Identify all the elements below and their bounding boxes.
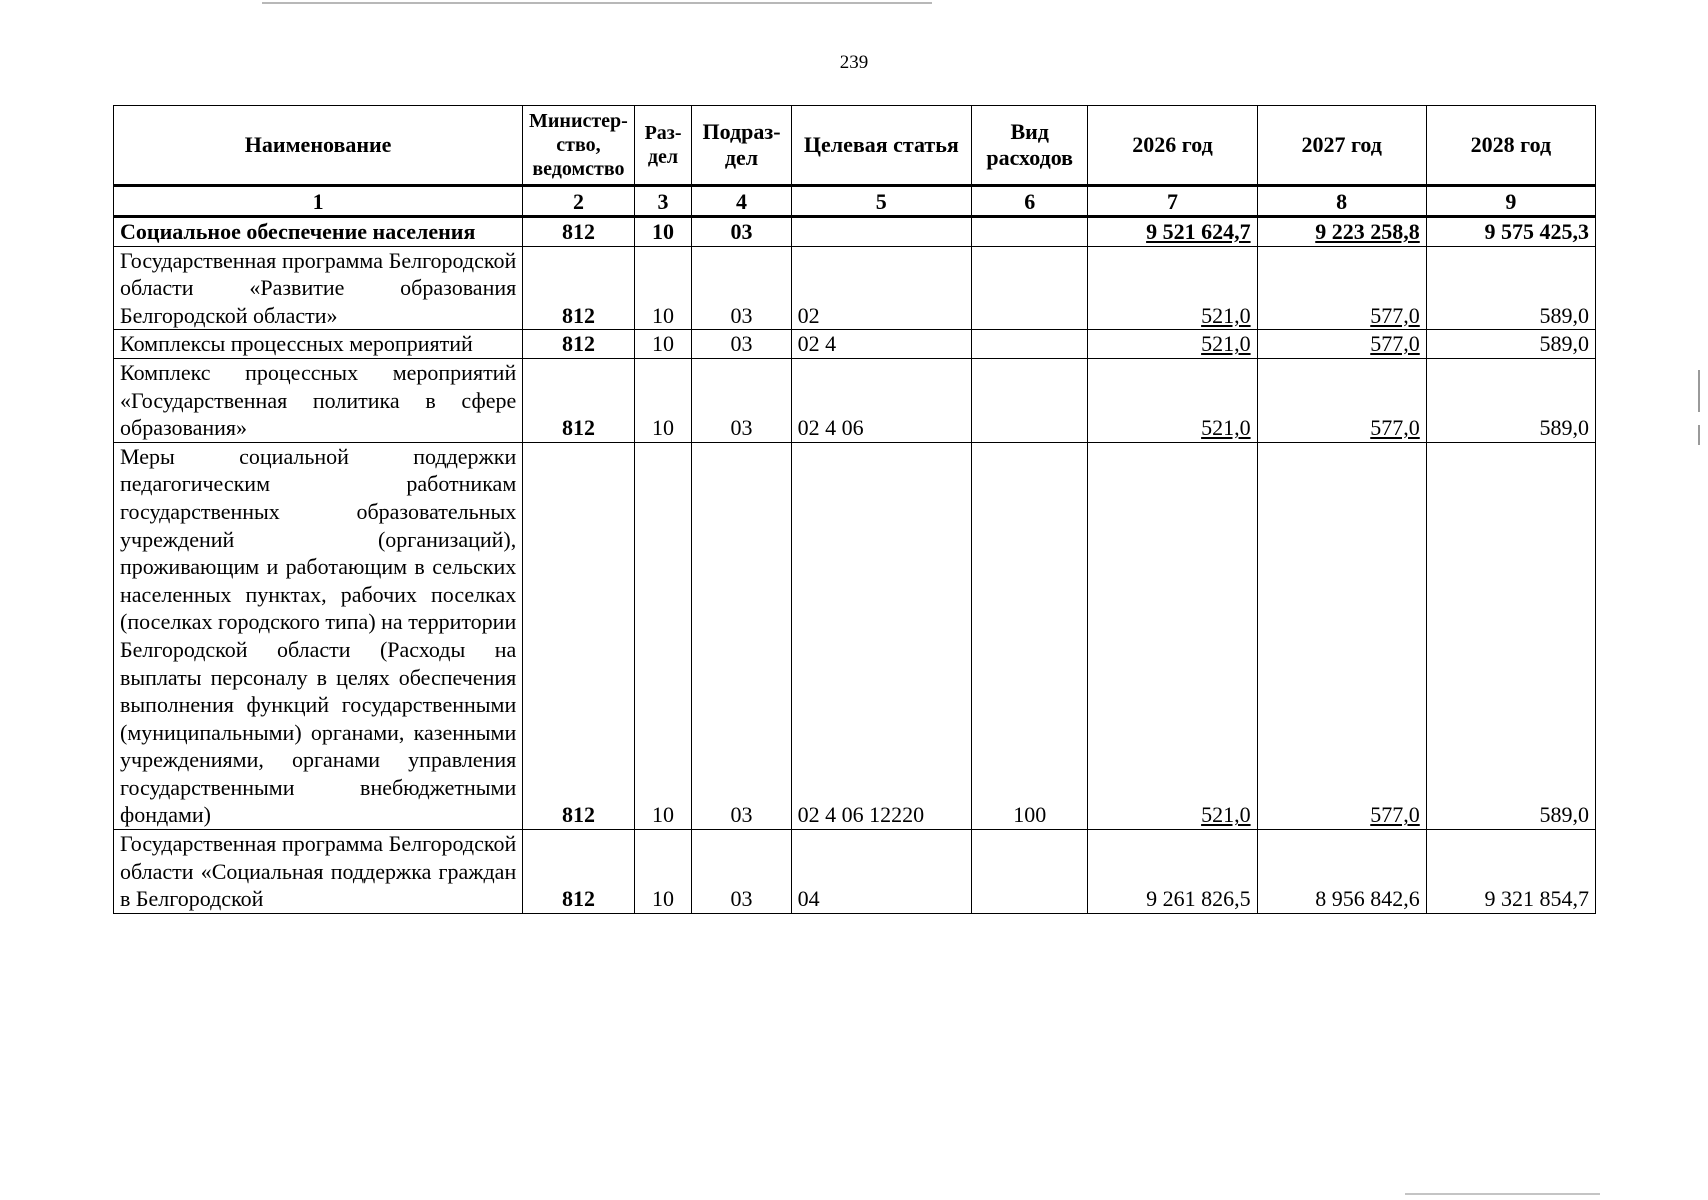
row-2028: 589,0: [1426, 330, 1595, 359]
page-number: 239: [839, 52, 869, 73]
row-2028: 589,0: [1426, 246, 1595, 330]
table-row: [114, 246, 1596, 330]
row-2027: 577,0: [1257, 330, 1426, 359]
row-expense-type: [971, 358, 1087, 442]
row-2027: 8 956 842,6: [1257, 830, 1426, 914]
header-2027: 2027 год: [1257, 106, 1426, 186]
row-subsection: 03: [692, 442, 791, 829]
row-2026: 521,0: [1088, 246, 1257, 330]
row-section: 10: [634, 442, 692, 829]
row-target: 02 4 06: [791, 358, 971, 442]
row-2028: 9 575 425,3: [1426, 217, 1595, 247]
column-number: 3: [634, 186, 692, 217]
row-section: 10: [634, 246, 692, 330]
table-row: [114, 217, 1596, 247]
row-subsection: 03: [692, 358, 791, 442]
row-target: 04: [791, 830, 971, 914]
row-2028: 589,0: [1426, 442, 1595, 829]
row-ministry: 812: [523, 830, 634, 914]
header-2026: 2026 год: [1088, 106, 1257, 186]
header-row: [114, 106, 1596, 186]
row-2026: 521,0: [1088, 358, 1257, 442]
row-2026: 521,0: [1088, 330, 1257, 359]
row-expense-type: [971, 830, 1087, 914]
margin-mark: [1698, 370, 1700, 412]
margin-mark: [1698, 425, 1700, 445]
table-row: [114, 330, 1596, 359]
row-expense-type: [971, 217, 1087, 247]
scan-edge-line-bottom: [1405, 1193, 1600, 1195]
table-row: [114, 442, 1596, 829]
row-section: 10: [634, 330, 692, 359]
header-ministry: Министер-ство, ведомство: [523, 106, 634, 186]
row-name: Комплексы процессных мероприятий: [114, 330, 523, 359]
row-ministry: 812: [523, 358, 634, 442]
row-2026: 9 521 624,7: [1088, 217, 1257, 247]
row-ministry: 812: [523, 217, 634, 247]
row-expense-type: [971, 246, 1087, 330]
column-number: 5: [791, 186, 971, 217]
row-subsection: 03: [692, 246, 791, 330]
row-2027: 9 223 258,8: [1257, 217, 1426, 247]
column-number: 7: [1088, 186, 1257, 217]
header-subsection: Подраз-дел: [692, 106, 791, 186]
row-2027: 577,0: [1257, 442, 1426, 829]
column-number-row: [114, 186, 1596, 217]
column-number: 9: [1426, 186, 1595, 217]
row-subsection: 03: [692, 330, 791, 359]
row-section: 10: [634, 830, 692, 914]
row-2026: 521,0: [1088, 442, 1257, 829]
row-target: [791, 217, 971, 247]
row-target: 02 4: [791, 330, 971, 359]
column-number: 2: [523, 186, 634, 217]
table-row: [114, 830, 1596, 914]
column-number: 4: [692, 186, 791, 217]
row-section: 10: [634, 217, 692, 247]
header-2028: 2028 год: [1426, 106, 1595, 186]
row-expense-type: [971, 330, 1087, 359]
row-subsection: 03: [692, 217, 791, 247]
row-section: 10: [634, 358, 692, 442]
header-expense-type: Вид расходов: [971, 106, 1087, 186]
row-expense-type: 100: [971, 442, 1087, 829]
row-name: Государственная программа Белгородской области «Социальная поддержка граждан в Белгородской: [114, 830, 523, 914]
row-ministry: 812: [523, 246, 634, 330]
row-name: Социальное обеспечение населения: [114, 217, 523, 247]
table-row: [114, 358, 1596, 442]
row-ministry: 812: [523, 442, 634, 829]
budget-table: [113, 105, 1596, 914]
scan-edge-line-top: [262, 2, 932, 4]
row-2027: 577,0: [1257, 246, 1426, 330]
column-number: 8: [1257, 186, 1426, 217]
row-target: 02: [791, 246, 971, 330]
row-name: Меры социальной поддержки педагогическим работникам государственных образовательных учреждений (организаций), проживающим и работающим в сельских населенных пунктах, рабочих поселках (поселках городского типа) на территории Белгородской области (Расходы на выплаты персоналу в целях обеспечения выполнения функций государственными (муниципальными) органами, казенными учреждениями, органами управления государственными внебюджетными фондами): [114, 442, 523, 829]
header-target: Целевая статья: [791, 106, 971, 186]
row-2028: 589,0: [1426, 358, 1595, 442]
row-name: Комплекс процессных мероприятий «Государственная политика в сфере образования»: [114, 358, 523, 442]
column-number: 6: [971, 186, 1087, 217]
row-target: 02 4 06 12220: [791, 442, 971, 829]
header-name: Наименование: [114, 106, 523, 186]
row-name: Государственная программа Белгородской области «Развитие образования Белгородской области»: [114, 246, 523, 330]
row-2028: 9 321 854,7: [1426, 830, 1595, 914]
row-subsection: 03: [692, 830, 791, 914]
row-2027: 577,0: [1257, 358, 1426, 442]
row-2026: 9 261 826,5: [1088, 830, 1257, 914]
row-ministry: 812: [523, 330, 634, 359]
column-number: 1: [114, 186, 523, 217]
header-section: Раз-дел: [634, 106, 692, 186]
